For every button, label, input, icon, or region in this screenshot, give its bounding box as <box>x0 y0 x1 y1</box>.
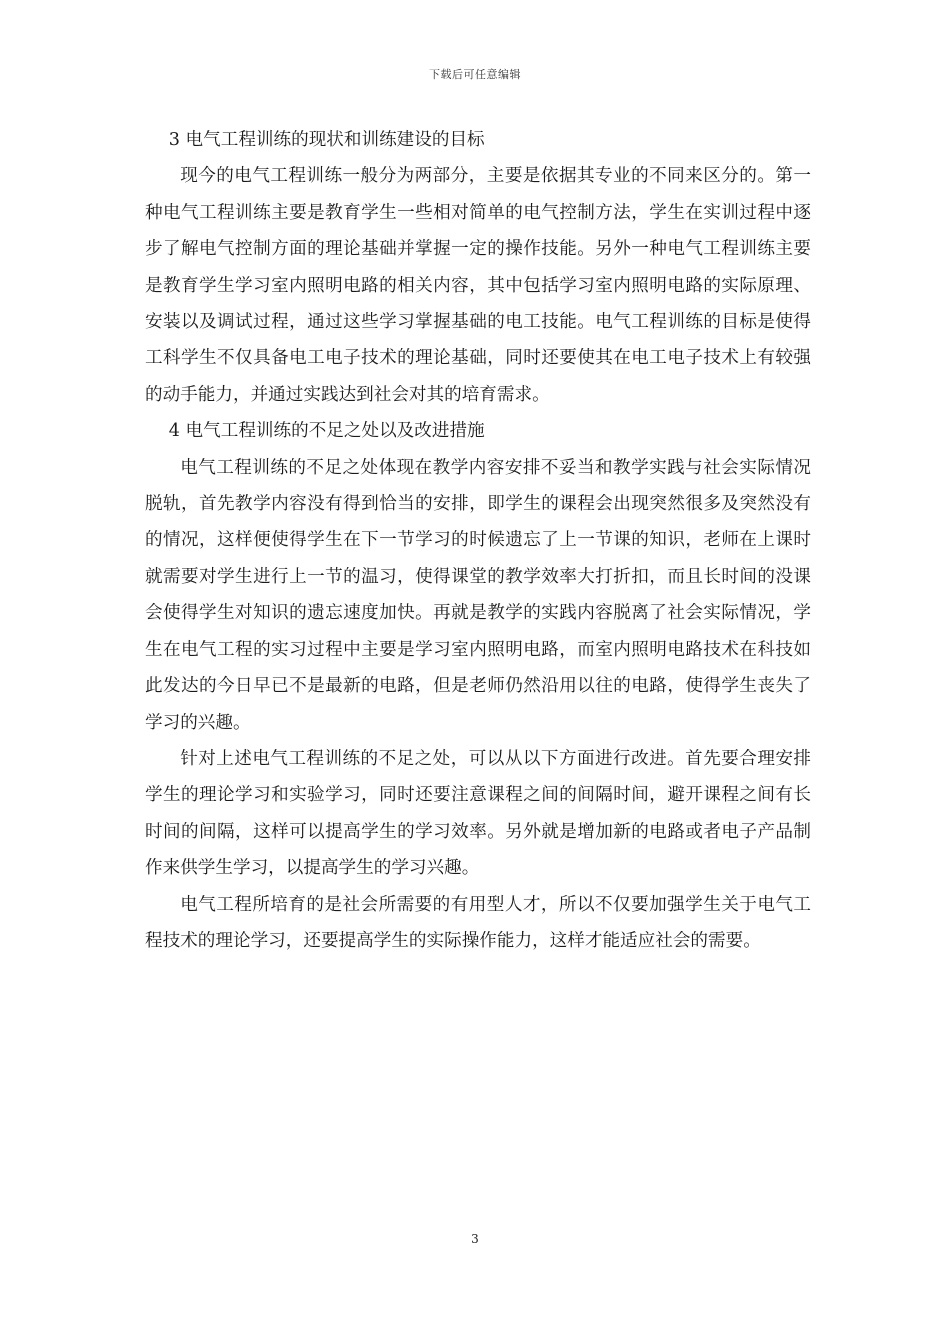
paragraph-conclusion: 电气工程所培育的是社会所需要的有用型人才，所以不仅要加强学生关于电气工程技术的理论学习，还要提高学生的实际操作能力，这样才能适应社会的需要。 <box>145 894 811 951</box>
section-heading-4: 4 电气工程训练的不足之处以及改进措施 <box>168 421 485 442</box>
section-heading-3: 3 电气工程训练的现状和训练建设的目标 <box>168 130 485 150</box>
page-number: 3 <box>471 1232 479 1246</box>
paragraph-status-and-goals: 现今的电气工程训练一般分为两部分，主要是依据其专业的不同来区分的。第一种电气工程训练主要是教育学生一些相对简单的电气控制方法，学生在实训过程中逐步了解电气控制方面的理论基础并掌握一定的操作技能。另外一种电气工程训练主要是教育学生学习室内照明电路的相关内容，其中包括学习室内照明电路的实际原理、安装以及调试过程，通过这些学习掌握基础的电工技能。电气工程训练的目标是使得工科学生不仅具备电工电子技术的理论基础，同时还要使其在电工电子技术上有较强的动手能力，并通过实践达到社会对其的培育需求。 <box>145 166 811 405</box>
document-body <box>145 122 811 959</box>
paragraph-improvements: 针对上述电气工程训练的不足之处，可以从以下方面进行改进。首先要合理安排学生的理论学习和实验学习，同时还要注意课程之间的间隔时间，避开课程之间有长时间的间隔，这样可以提高学生的学习效率。另外就是增加新的电路或者电子产品制作来供学生学习，以提高学生的学习兴趣。 <box>145 748 811 879</box>
page-header-note: 下载后可任意编辑 <box>429 68 521 81</box>
paragraph-shortcomings: 电气工程训练的不足之处体现在教学内容安排不妥当和教学实践与社会实际情况脱轨，首先教学内容没有得到恰当的安排，即学生的课程会出现突然很多及突然没有的情况，这样便使得学生在下一节学习的时候遗忘了上一节课的知识，老师在上课时就需要对学生进行上一节的温习，使得课堂的教学效率大打折扣，而且长时间的没课会使得学生对知识的遗忘速度加快。再就是教学的实践内容脱离了社会实际情况，学生在电气工程的实习过程中主要是学习室内照明电路，而室内照明电路技术在科技如此发达的今日早已不是最新的电路，但是老师仍然沿用以往的电路，使得学生丧失了学习的兴趣。 <box>145 457 811 733</box>
